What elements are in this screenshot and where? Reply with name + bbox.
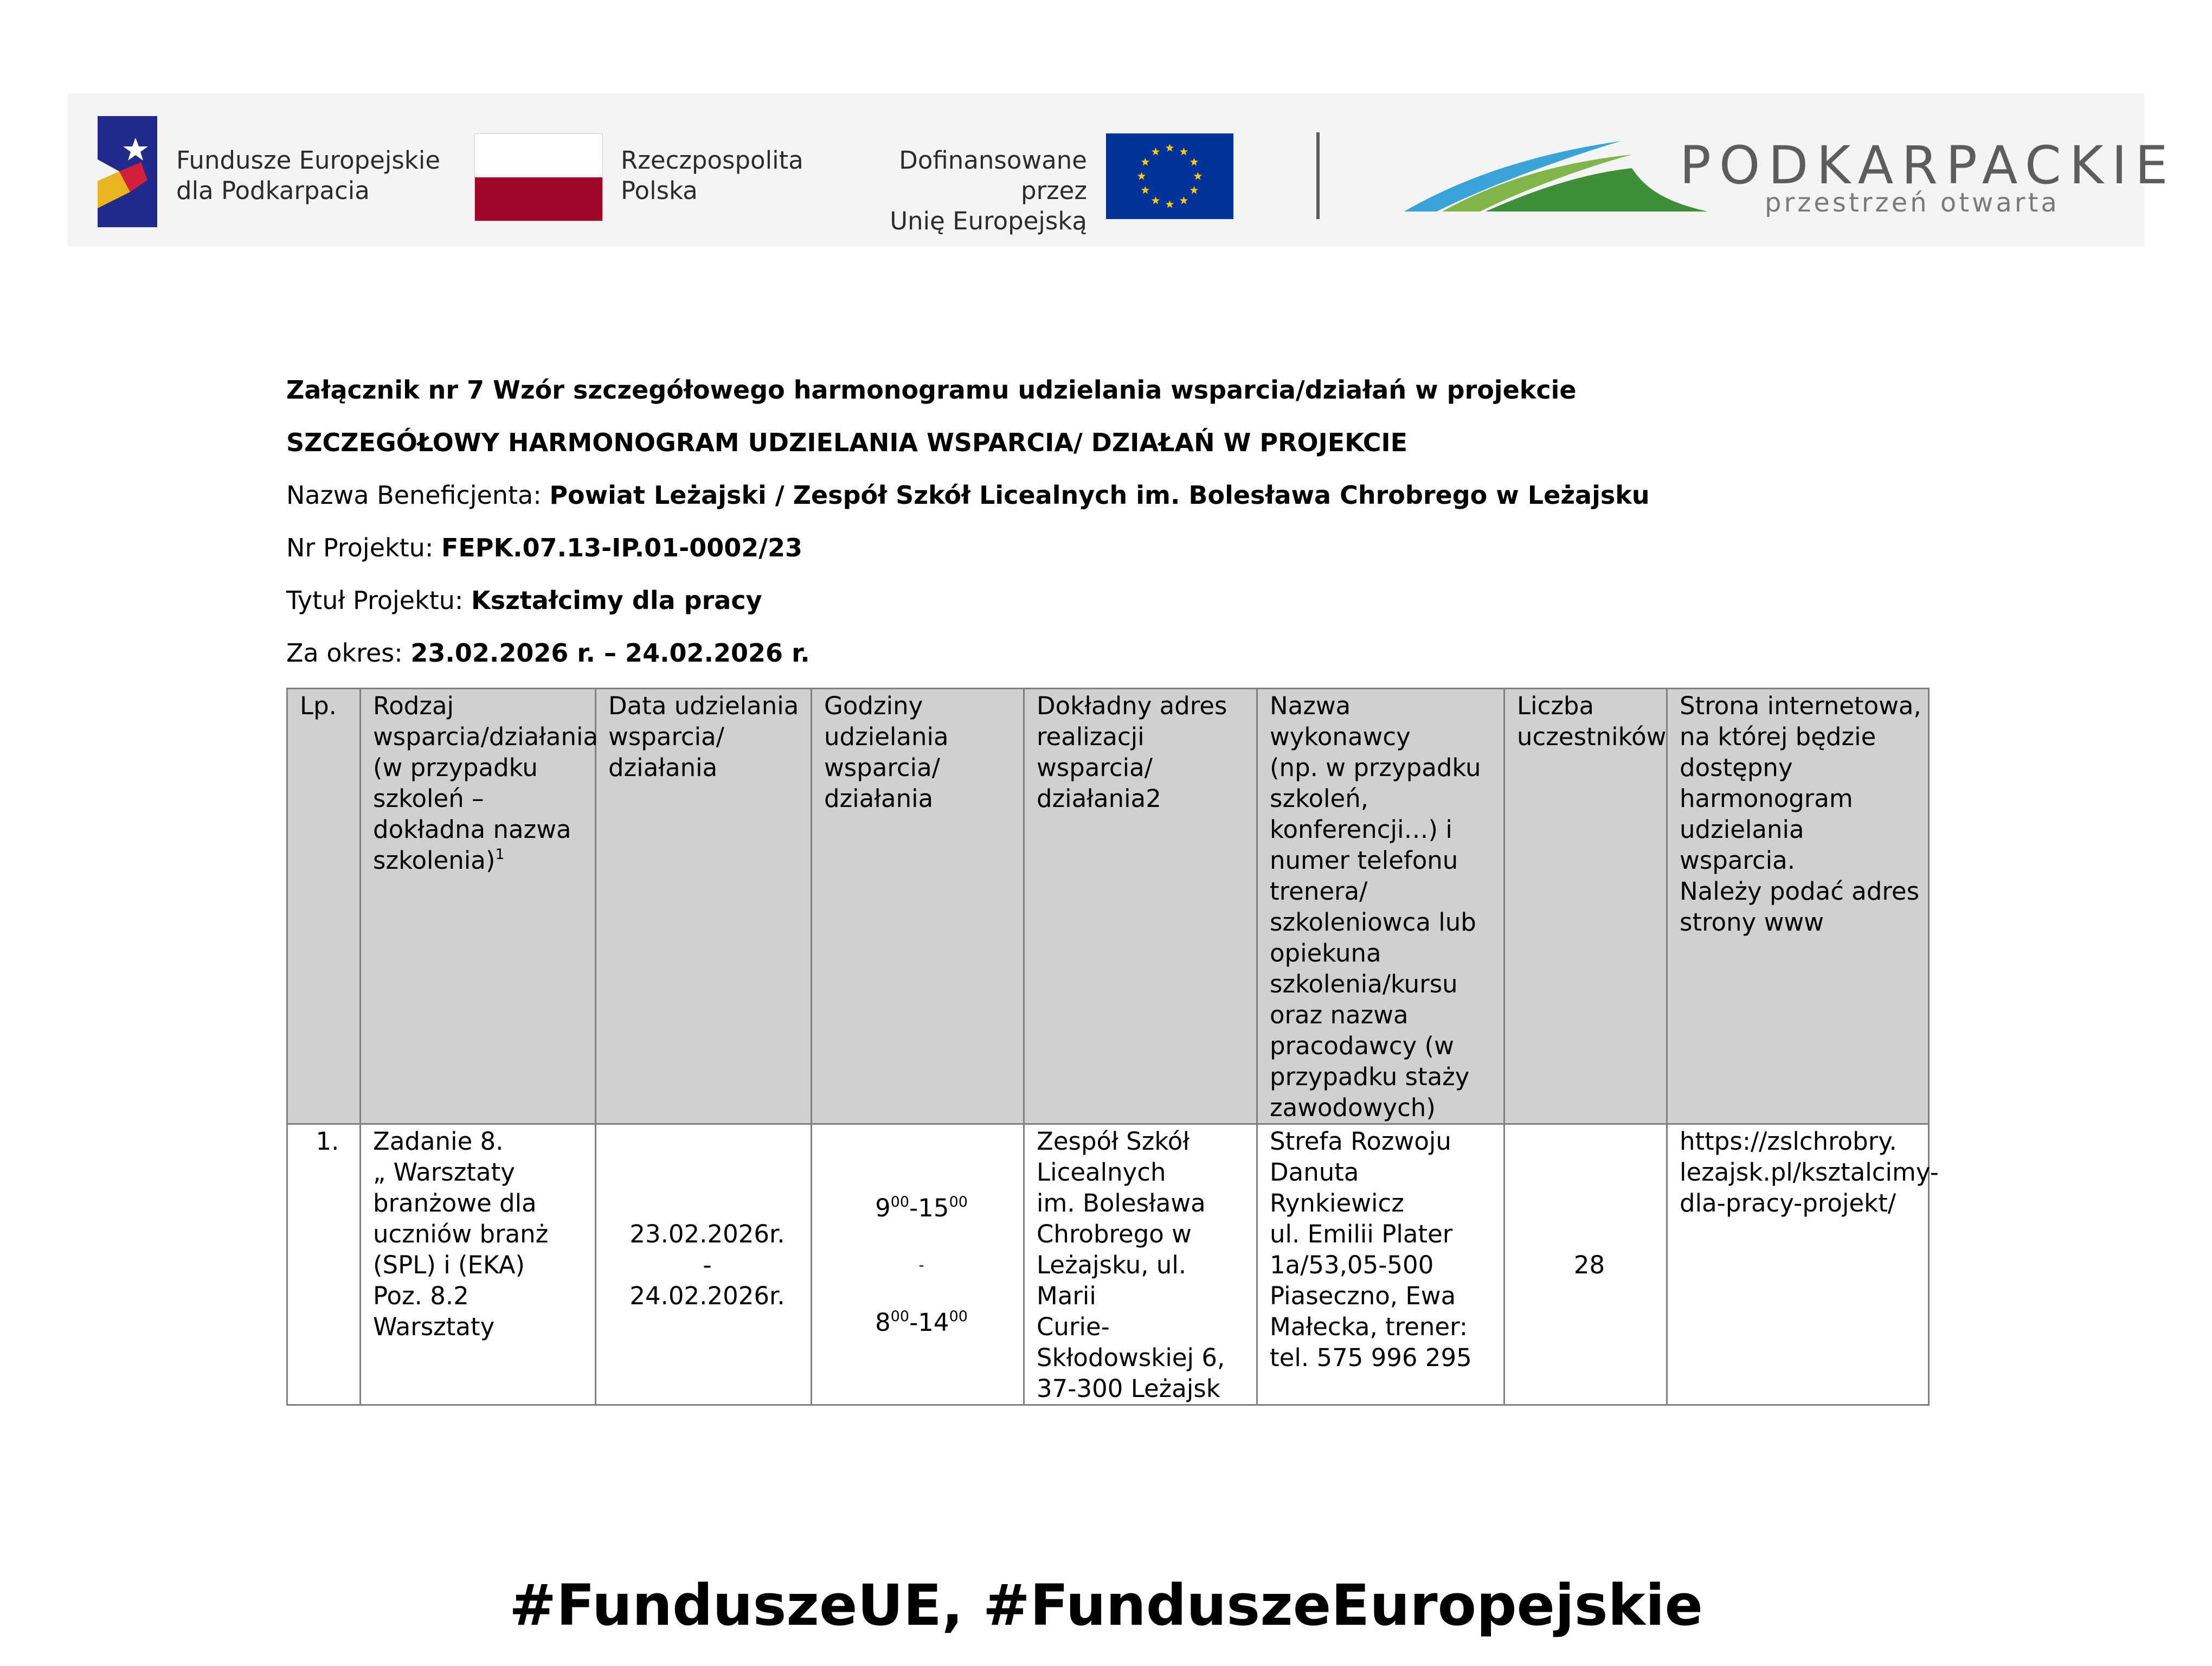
project-title-label: Tytuł Projektu: bbox=[286, 586, 472, 615]
table-header-row bbox=[287, 689, 1929, 1124]
header-date: Data udzielania wsparcia/ działania bbox=[596, 689, 812, 1124]
beneficiary-value: Powiat Leżajski / Zespół Szkół Licealnych im. Bolesława Chrobrego w Leżajsku bbox=[549, 480, 1650, 510]
header-participants: Liczba uczestników bbox=[1504, 689, 1667, 1124]
cell-date: 23.02.2026r. - 24.02.2026r. bbox=[596, 1124, 812, 1405]
header-hours: Godziny udzielania wsparcia/ działania bbox=[812, 689, 1024, 1124]
fundusze-europejskie-logo-icon bbox=[98, 116, 157, 227]
cell-participants: 28 bbox=[1504, 1124, 1667, 1405]
cell-website[interactable]: https://zslchrobry. lezajsk.pl/ksztalcimy- dla-pracy-projekt/ bbox=[1667, 1124, 1929, 1405]
cell-hours: $9^{00}-15^{00}$ - $8^{00}-14^{00}$ bbox=[812, 1124, 1024, 1405]
header-website: Strona internetowa, na której będzie dostępny harmonogram udzielania wsparcia. Należy podać adres strony www bbox=[1667, 689, 1929, 1124]
header-contractor: Nazwa wykonawcy (np. w przypadku szkoleń, konferencji…) i numer telefonu trenera/ szkoleniowca lub opiekuna szkolenia/kursu oraz nazwa pracodawcy (w przypadku staży zawodowych) bbox=[1257, 689, 1504, 1124]
document-title: SZCZEGÓŁOWY HARMONOGRAM UDZIELANIA WSPARCIA/ DZIAŁAŃ W PROJEKCIE bbox=[286, 428, 1408, 457]
cell-address: Zespół Szkół Licealnych im. Bolesława Chrobrego w Leżajsku, ul. Marii Curie- Skłodowskiej 6, 37-300 Leżajsk bbox=[1024, 1124, 1257, 1405]
eu-funding-label: Dofinansowane przez Unię Europejską bbox=[890, 146, 1087, 235]
cell-type: Zadanie 8. „ Warsztaty branżowe dla uczniów branż (SPL) i (EKA) Poz. 8.2 Warsztaty bbox=[361, 1124, 596, 1405]
project-number-line bbox=[286, 532, 802, 563]
project-number-label: Nr Projektu: bbox=[286, 533, 441, 562]
period-label: Za okres: bbox=[286, 638, 411, 668]
podkarpackie-swoosh-icon bbox=[1404, 130, 1708, 217]
table-row bbox=[287, 1124, 1929, 1405]
project-number-value: FEPK.07.13-IP.01-0002/23 bbox=[441, 533, 803, 562]
cell-lp: 1. bbox=[287, 1124, 361, 1405]
project-title-line bbox=[286, 585, 762, 616]
beneficiary-label: Nazwa Beneficjenta: bbox=[286, 480, 550, 510]
polish-flag-icon bbox=[474, 133, 603, 221]
header-type: Rodzaj wsparcia/działania (w przypadku szkoleń – dokładna nazwa szkolenia)$^1$ bbox=[361, 689, 596, 1124]
schedule-table bbox=[286, 688, 1939, 1406]
header-address: Dokładny adres realizacji wsparcia/ działania2 bbox=[1024, 689, 1257, 1124]
footnote-marker: 1 bbox=[495, 846, 505, 863]
podkarpackie-subtitle: przestrzeń otwarta bbox=[1765, 188, 2060, 218]
eu-flag-icon bbox=[1106, 133, 1233, 219]
fundusze-europejskie-label: Fundusze Europejskie dla Podkarpacia bbox=[176, 146, 441, 205]
annex-title: Załącznik nr 7 Wzór szczegółowego harmonogramu udzielania wsparcia/działań w projekcie bbox=[286, 375, 1577, 405]
beneficiary-line bbox=[286, 479, 1650, 511]
footer-hashtags: #FunduszeUE, #FunduszeEuropejskie bbox=[509, 1572, 1703, 1638]
podkarpackie-title: PODKARPACKIE bbox=[1680, 135, 2176, 196]
cell-contractor: Strefa Rozwoju Danuta Rynkiewicz ul. Emilii Plater 1a/53,05-500 Piaseczno, Ewa Małecka, trener: tel. 575 996 295 bbox=[1257, 1124, 1504, 1405]
header-lp: Lp. bbox=[287, 689, 361, 1124]
period-value: 23.02.2026 r. – 24.02.2026 r. bbox=[410, 638, 810, 668]
project-title-value: Kształcimy dla pracy bbox=[471, 586, 762, 615]
logo-divider bbox=[1316, 132, 1320, 219]
period-line bbox=[286, 637, 810, 669]
rzeczpospolita-label: Rzeczpospolita Polska bbox=[621, 146, 803, 205]
